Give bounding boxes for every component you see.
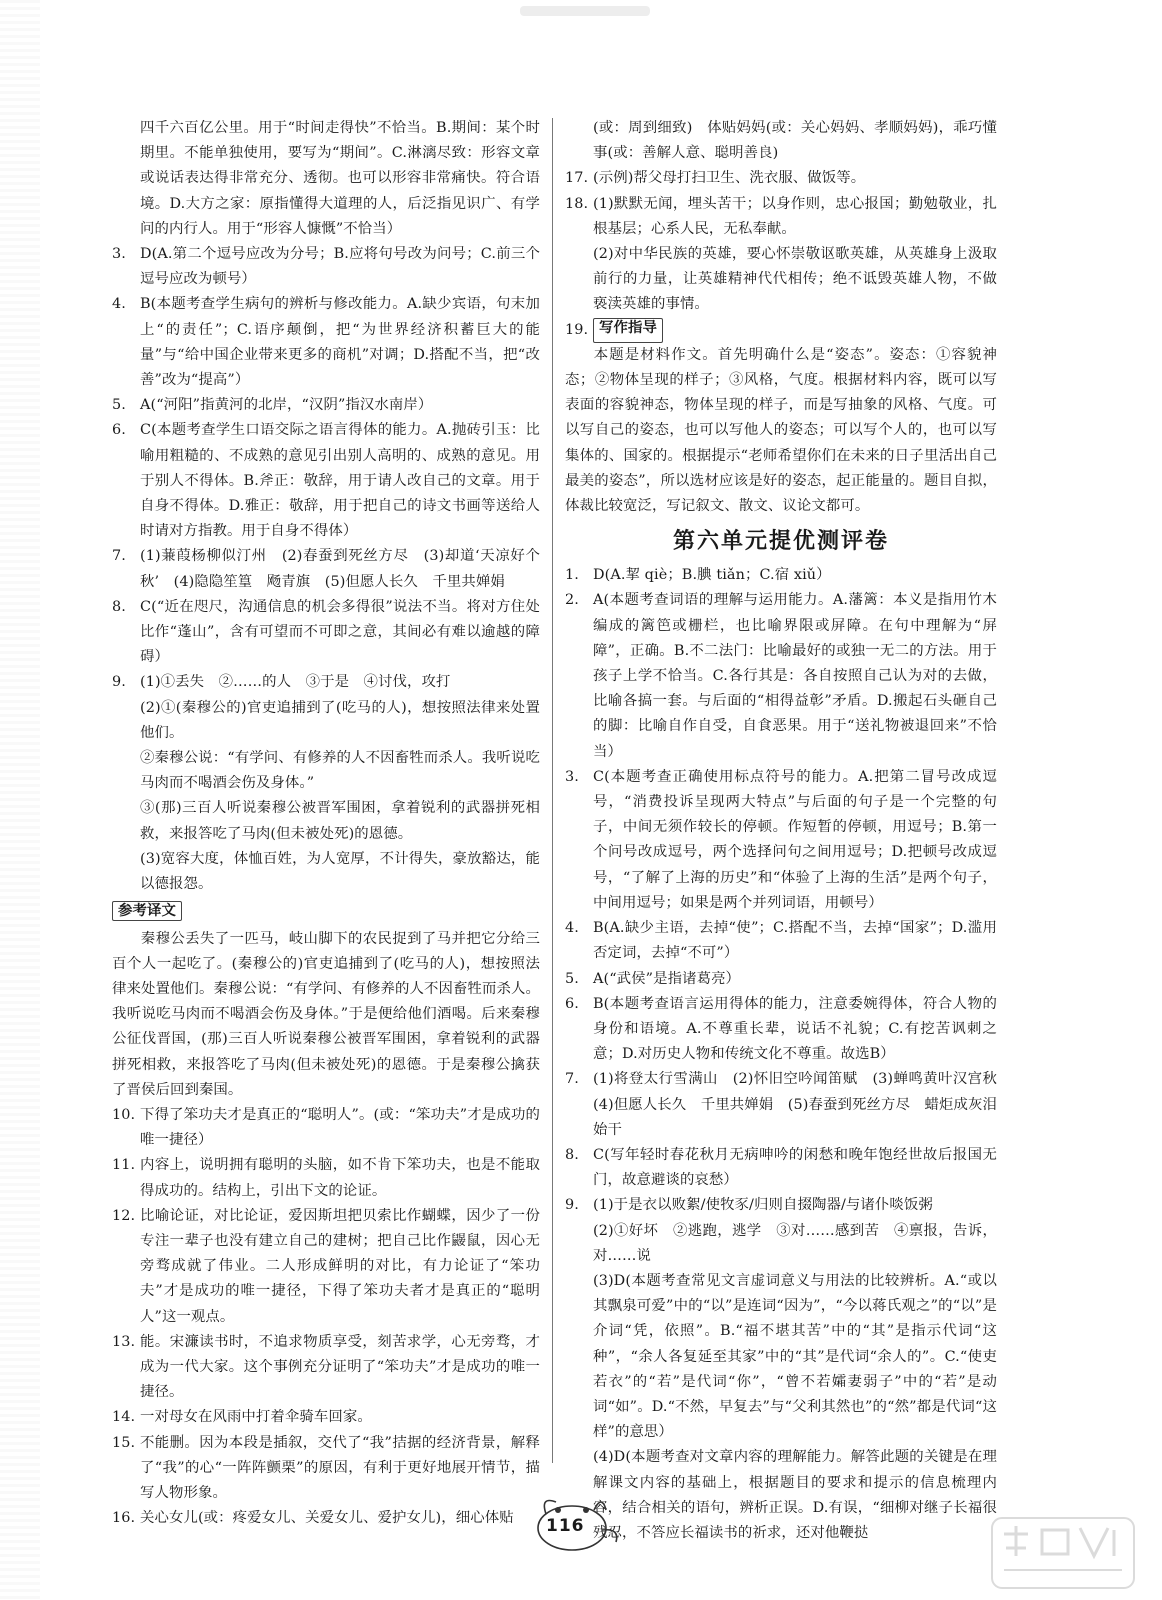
column-divider bbox=[552, 118, 553, 1463]
left-answer-item bbox=[112, 1153, 540, 1203]
item-text: (示例)帮父母打扫卫生、洗衣服、做饭等。 bbox=[593, 170, 866, 187]
item-number: 8. bbox=[565, 1146, 579, 1163]
item-text: B(本题考查学生病句的辨析与修改能力。A.缺少宾语，句末加上“的责任”；C.语序颠倒，把“为世界经济积蓄巨大的能量”与“给中国企业带来更多的商机”对调；D.搭配不当，把“改善”改为“提高”） bbox=[140, 296, 540, 389]
left-answer-item bbox=[112, 1405, 540, 1430]
right-answer-item bbox=[565, 916, 997, 966]
translation-text: 秦穆公丢失了一匹马，岐山脚下的农民捉到了马并把它分给三百个人一起吃了。(秦穆公的)官吏追捕到了(吃马的人)，想按照法律来处置他们。秦穆公说：“有学问、有修养的人不因畜牲而杀人。我听说吃马肉而不喝酒会伤及身体。”于是便给他们酒喝。后来秦穆公征伐晋国，(那)三百人听说秦穆公被晋军围困，拿着锐利的武器拼死相救，来报答吃了马肉(但未被处死)的恩德。于是秦穆公擒获了晋侯后回到秦国。 bbox=[112, 930, 540, 1098]
right-answer-item bbox=[565, 1143, 997, 1193]
right-answer-item bbox=[565, 318, 997, 343]
right-answer-item bbox=[565, 1067, 1012, 1143]
item-number: 6. bbox=[112, 422, 126, 439]
left-answer-item bbox=[112, 1330, 540, 1406]
left-answer-item bbox=[112, 242, 540, 292]
item-number: 1. bbox=[565, 567, 579, 584]
scan-smudge bbox=[520, 6, 650, 16]
item-number: 10. bbox=[112, 1106, 136, 1123]
item-text: 不能删。因为本段是插叙，交代了“我”拮据的经济背景，解释了“我”的心“一阵阵颤栗”的原因，有利于更好地展开情节，描写人物形象。 bbox=[140, 1434, 540, 1501]
left-answer-item bbox=[112, 1506, 540, 1531]
item-number: 4. bbox=[112, 296, 126, 313]
right-answer-item bbox=[565, 765, 997, 916]
left-answer-item bbox=[112, 670, 540, 695]
item-text: A(“河阳”指黄河的北岸，“汉阴”指汉水南岸） bbox=[140, 397, 433, 414]
item-text: (1)于是衣以败絮/使牧豕/归则自掇陶器/与诸仆啖饭粥 bbox=[593, 1197, 933, 1214]
item-text: (1)将登太行雪满山 (2)怀旧空吟闻笛赋 (3)蝉鸣黄叶汉宫秋 (4)但愿人长久 千里共婵娟 (5)春蚕到死丝方尽 蜡炬成灰泪始干 bbox=[593, 1071, 1012, 1138]
item-number: 9. bbox=[112, 674, 126, 691]
right-answer-item bbox=[565, 563, 997, 588]
left-answer-item bbox=[112, 292, 540, 393]
item-text: 比喻论证，对比论证，爱因斯坦把贝索比作蝴蝶，因少了一份专注一辈子也没有建立自己的建树；把自己比作鼹鼠，因心无旁骛成就了伟业。二人形成鲜明的对比，有力论证了“笨功夫”才是成功的唯一捷径，下得了笨功夫者才是真正的“聪明人”这一观点。 bbox=[140, 1207, 540, 1325]
item-number: 3. bbox=[565, 768, 579, 785]
left-answer-item bbox=[112, 1103, 540, 1153]
right-answer-list-2 bbox=[565, 563, 1012, 1546]
item-number: 5. bbox=[565, 970, 579, 987]
writing-guide-text: 本题是材料作文。首先明确什么是“姿态”。姿态：①容貌神态；②物体呈现的样子；③风格，气度。根据材料内容，既可以写表面的容貌神态，物体呈现的样子，而是写抽象的风格、气度。可以写自己的姿态，也可以写他人的姿态；可以写个人的，也可以写集体的、国家的。根据提示“老师希望你们在未来的日子里活出自己最美的姿态”，所以选材应该是好的姿态，起正能量的。题目自拟，体裁比较宽泛，写记叙文、散文、议论文都可。 bbox=[565, 346, 997, 515]
item-number: 2. bbox=[565, 592, 579, 609]
right-answer-list bbox=[565, 116, 997, 343]
item-text: D(A.第二个逗号应改为分号；B.应将句号改为问号；C.前三个逗号应改为顿号） bbox=[140, 246, 540, 288]
left-answer-item bbox=[112, 1431, 540, 1507]
right-answer-sub-item: (4)D(本题考查对文章内容的理解能力。解答此题的关键是在理解课文内容的基础上，根据题目的要求和提示的信息梳理内容，结合相关的语句，辨析正误。D.有误，“细柳对继子长福很残忍，不答应长福读书的祈求，还对他鞭挞 bbox=[593, 1449, 997, 1541]
right-answer-item bbox=[565, 1193, 997, 1218]
item-text: C(写年轻时春花秋月无病呻吟的闲愁和晚年饱经世故后报国无门，故意避谈的哀愁） bbox=[593, 1146, 997, 1189]
item-number: 13. bbox=[112, 1333, 136, 1350]
item-number: 9. bbox=[565, 1197, 579, 1214]
item-text: (1)①丢失 ②……的人 ③于是 ④讨伐，攻打 bbox=[140, 674, 451, 691]
right-answer-item bbox=[565, 192, 997, 242]
item-number: 7. bbox=[112, 548, 126, 565]
item-text: A(“武侯”是指诸葛亮） bbox=[593, 970, 741, 987]
page-number-badge bbox=[532, 1488, 632, 1558]
right-answer-item bbox=[565, 588, 997, 764]
item-number: 19. bbox=[565, 321, 589, 338]
left-answer-item bbox=[112, 418, 540, 544]
right-column bbox=[565, 116, 1012, 1546]
right-answer-item bbox=[565, 967, 997, 992]
left-answer-sub-item: ②秦穆公说：“有学问、有修养的人不因畜牲而杀人。我听说吃马肉而不喝酒会伤及身体。” bbox=[140, 750, 540, 792]
right-answer-sub-item: (2)①好坏 ②逃跑，逃学 ③对……感到苦 ④禀报，告诉，对……说 bbox=[593, 1222, 997, 1264]
item-text: 写作指导 bbox=[593, 318, 663, 343]
left-answer-sub-item: (3)宽容大度，体恤百姓，为人宽厚，不计得失，豪放豁达，能以德报怨。 bbox=[140, 850, 540, 893]
left-answer-item bbox=[112, 1204, 540, 1330]
left-column bbox=[112, 116, 540, 1531]
left-answer-item bbox=[112, 393, 540, 418]
item-text: 关心女儿(或：疼爱女儿、关爱女儿、爱护女儿)，细心体贴 bbox=[140, 1510, 514, 1527]
right-answer-sub-item: (3)D(本题考查常见文言虚词意义与用法的比较辨析。A.“或以其飘泉可爱”中的“以”是连词“因为”，“今以蒋氏观之”的“以”是介词“凭，依照”。B.“福不堪其苦”中的“其”是指示代词“这种”，“余人各复延至其家”中的“其”是代词“余人的”。C.“使吏若衣”的“若”是代词“你”，“曾不若孀妻弱子”中的“若”是动词“如”。D.“不然，早复去”与“父利其然也”的“然”都是代词“这样”的意思） bbox=[593, 1272, 997, 1441]
left-answer-sub-item: 四千六百亿公里。用于“时间走得快”不恰当。B.期间：某个时期里。不能单独使用，要写为“期间”。C.淋漓尽致：形容文章或说话表达得非常充分、透彻。也可以形容非常痛快。符合语境。D.大方之家：原指懂得大道理的人，后泛指见识广、有学问的内行人。用于“形容人慷慨”不恰当） bbox=[140, 120, 540, 237]
item-number: 11. bbox=[112, 1157, 136, 1174]
section-title: 第六单元提优测评卷 bbox=[672, 529, 889, 555]
item-text: B(A.缺少主语，去掉“使”；C.搭配不当，去掉“国家”；D.滥用否定词，去掉“不可”） bbox=[593, 920, 997, 962]
item-text: A(本题考查词语的理解与运用能力。A.藩篱：本义是指用竹木编成的篱笆或栅栏，也比喻界限或屏障。在句中理解为“屏障”，正确。B.不二法门：比喻最好的或独一无二的方法。用于孩子上学不恰当。C.各行其是：各自按照自己认为对的去做，比喻各搞一套。与后面的“相得益彰”矛盾。D.搬起石头砸自己的脚：比喻自作自受，自食恶果。用于“送礼物被退回来”不恰当） bbox=[593, 592, 997, 760]
left-answer-item bbox=[112, 595, 540, 671]
item-text: D(A.挈 qiè；B.腆 tiǎn；C.宿 xiǔ） bbox=[593, 567, 831, 584]
item-number: 5. bbox=[112, 397, 126, 414]
item-text: 一对母女在风雨中打着伞骑车回家。 bbox=[140, 1409, 372, 1426]
left-answer-sub-item: (2)①(秦穆公的)官吏追捕到了(吃马的人)，想按照法律来处置他们。 bbox=[140, 699, 540, 741]
mxqe-watermark-logo bbox=[988, 1514, 1138, 1592]
item-number: 6. bbox=[565, 995, 579, 1012]
item-number: 16. bbox=[112, 1510, 136, 1527]
item-number: 14. bbox=[112, 1409, 136, 1426]
item-text: C(本题考查正确使用标点符号的能力。A.把第二冒号改成逗号，“消费投诉呈现两大特点”与后面的句子是一个完整的句子，中间无须作较长的停顿。作短暂的停顿，用逗号；B.第一个问号改成逗号，两个选择问句之间用逗号；D.把顿号改成逗号，“了解了上海的历史”和“体验了上海的生活”是两个句子，中间用逗号；如果是两个并列词语，用顿号） bbox=[593, 768, 997, 911]
translation-heading bbox=[112, 899, 540, 924]
page-number: 116 bbox=[546, 1516, 585, 1536]
left-answer-sub-item: ③(那)三百人听说秦穆公被晋军围困，拿着锐利的武器拼死相救，来报答吃了马肉(但未被处死)的恩德。 bbox=[140, 800, 540, 842]
item-number: 7. bbox=[565, 1071, 579, 1088]
right-answer-item bbox=[565, 166, 997, 191]
item-text: B(本题考查语言运用得体的能力，注意委婉得体，符合人物的身份和语境。A.不尊重长辈，说话不礼貌；C.有挖苦讽刺之意；D.对历史人物和传统文化不尊重。故选B） bbox=[593, 995, 997, 1063]
item-number: 15. bbox=[112, 1434, 136, 1451]
item-text: C(本题考查学生口语交际之语言得体的能力。A.抛砖引玉：比喻用粗糙的、不成熟的意见引出别人高明的、成熟的意见。用于别人不得体。B.斧正：敬辞，用于请人改自己的文章。用于自身不得体。D.雅正：敬辞，用于把自己的诗文书画等送给人时请对方指教。用于自身不得体） bbox=[140, 422, 540, 540]
item-number: 8. bbox=[112, 598, 126, 615]
right-answer-sub-item: (或：周到细致) 体贴妈妈(或：关心妈妈、孝顺妈妈)，乖巧懂事(或：善解人意、聪明善良) bbox=[593, 120, 997, 162]
left-answer-item bbox=[112, 544, 540, 594]
item-text: 能。宋濂读书时，不追求物质享受，刻苦求学，心无旁骛，才成为一代大家。这个事例充分证明了“笨功夫”才是成功的唯一捷径。 bbox=[140, 1333, 540, 1401]
translation-label: 参考译文 bbox=[112, 901, 182, 921]
item-text: (1)默默无闻，埋头苦干；以身作则，忠心报国；勤勉敬业，扎根基层；心系人民，无私奉献。 bbox=[593, 195, 997, 237]
item-number: 17. bbox=[565, 170, 589, 187]
item-number: 4. bbox=[565, 920, 579, 937]
right-answer-item bbox=[565, 992, 997, 1068]
item-text: (1)蒹葭杨柳似汀州 (2)春蚕到死丝方尽 (3)却道‘天凉好个秋’ (4)隐隐笙篁 飏青旗 (5)但愿人长久 千里共婵娟 bbox=[140, 548, 540, 590]
item-number: 3. bbox=[112, 246, 126, 263]
item-text: C(“近在咫尺，沟通信息的机会多得很”说法不当。将对方住处比作“蓬山”，含有可望而不可即之意，其间必有难以逾越的障碍） bbox=[140, 598, 540, 666]
item-text: 下得了笨功夫才是真正的“聪明人”。(或：“笨功夫”才是成功的唯一捷径） bbox=[140, 1106, 540, 1149]
left-answer-list-2 bbox=[112, 1103, 540, 1531]
scan-edge-texture bbox=[0, 0, 40, 1600]
left-answer-list bbox=[112, 116, 540, 897]
item-number: 18. bbox=[565, 195, 589, 212]
item-text: 内容上，说明拥有聪明的头脑，如不肯下笨功夫，也是不能取得成功的。结构上，引出下文的论证。 bbox=[140, 1157, 540, 1199]
right-answer-sub-item: (2)对中华民族的英雄，要心怀崇敬讴歌英雄，从英雄身上汲取前行的力量，让英雄精神代代相传；绝不诋毁英雄人物，不做亵渎英雄的事情。 bbox=[593, 246, 997, 313]
item-number: 12. bbox=[112, 1207, 136, 1224]
